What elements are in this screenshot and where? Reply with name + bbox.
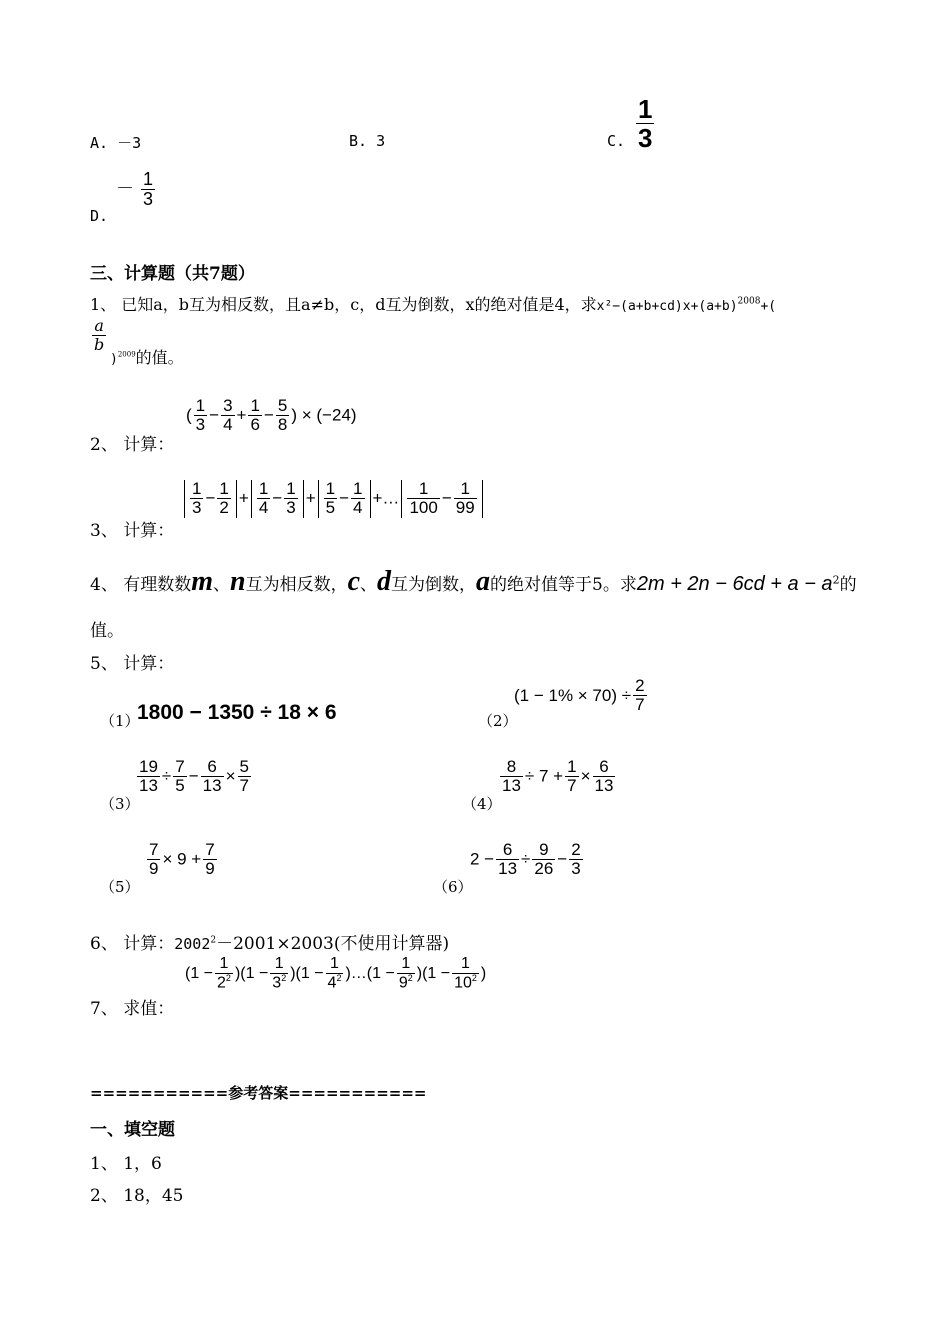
q7-label: 7、 求值： [90, 999, 175, 1019]
section3-title: 三、计算题（共7题） [90, 264, 255, 284]
answers-header: ===========参考答案=========== [90, 1084, 427, 1102]
q5-6-label: （6） [433, 878, 473, 896]
q5-5-expression: $\frac{7}{9}$ × 9 + $\frac{7}{9}$ [149, 840, 215, 878]
q5-2-expression: (1 − 1% × 70) ÷ $\frac{2}{7}$ [514, 676, 645, 714]
q3-expression: $\frac{1}{3}$ − $\frac{1}{2}$ + $\frac{1}{4}$ − $\frac{1}{3}$ + $\frac{1}{5}$ − $\frac{1}{4}$ +… $\frac{1}{100}$ − $\frac{1}{99}$ [182, 480, 485, 518]
q2-expression: ( $\frac{1}{3}$ − $\frac{3}{4}$ + $\frac{1}{6}$ − $\frac{5}{8}$ ) × (−24) [186, 396, 357, 434]
answer-2: 2、 18，45 [90, 1186, 184, 1206]
option-a: A. －3 [90, 134, 142, 152]
q2-label: 2、 计算： [90, 435, 175, 455]
q5-6-expression: 2 − $\frac{6}{13}$ ÷ $\frac{9}{26}$ − $\frac{2}{3}$ [470, 840, 581, 878]
q5-5-label: （5） [100, 878, 140, 896]
q5-3-expression: $\frac{19}{13}$ ÷ $\frac{7}{5}$ − $\frac{6}{13}$ × $\frac{5}{7}$ [139, 757, 249, 795]
q6-text: 6、 计算：$2002^2-2001\times 2003$(不使用计算器) [90, 934, 450, 954]
q1-tail: )$^{2009}$的值。 [110, 348, 184, 367]
option-d-fraction: － $\frac{1}{3}$ [116, 169, 154, 209]
q1-text: 1、 已知a，b互为相反数，且a≠b，c，d互为倒数，x的绝对值是4，求$x^2-(a+b+cd)x+(a+b)^{2008}+$( [90, 295, 777, 314]
q5-2-label: （2） [478, 712, 518, 730]
q1-fraction: $\frac{a}{b}$ [94, 316, 105, 354]
q5-label: 5、 计算： [90, 654, 175, 674]
q5-3-label: （3） [100, 795, 140, 813]
answer-1: 1、 1，6 [90, 1154, 162, 1174]
q5-1-expression: 1800 − 1350 ÷ 18 × 6 [137, 701, 337, 724]
option-c-fraction: $\frac{1}{3}$ [638, 94, 653, 154]
q4-text-cont: 值。 [90, 621, 124, 641]
q5-4-label: （4） [462, 795, 502, 813]
q7-expression: (1 − $\frac{1}{2^2}$ )(1 − $\frac{1}{3^2}$ )(1 − $\frac{1}{4^2}$ )…(1 − $\frac{1}{9^2}$ )(1 − $\frac{1}{10^2}$ ) [185, 955, 487, 992]
answers-section1-title: 一、填空题 [90, 1120, 175, 1140]
option-b: B. 3 [349, 132, 386, 150]
q5-1-label: （1） [100, 712, 140, 730]
option-c-label: C. [607, 132, 626, 150]
q5-4-expression: $\frac{8}{13}$ ÷ 7 + $\frac{1}{7}$ × $\frac{6}{13}$ [502, 757, 614, 795]
q3-label: 3、 计算： [90, 521, 175, 541]
q4-text: 4、 有理数数m、n互为相反数，c、d互为倒数，a的绝对值等于5。求$2m + 2n - 6cd + a - a^2$的 [90, 566, 857, 597]
option-d-label: D. [90, 207, 109, 225]
